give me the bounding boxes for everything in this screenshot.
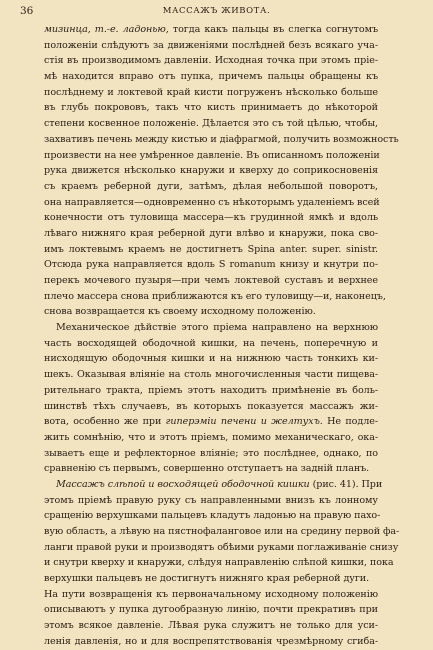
line-text: сравненію съ первымъ, совершенно отступаетъ на задній планъ.	[44, 463, 370, 475]
line-text: плечо массера снова приближаются къ его туловищу—и, наконецъ,	[44, 290, 386, 302]
text-line	[44, 477, 383, 493]
line-text: тогда какъ пальцы въ слегка согнутомъ	[172, 24, 378, 35]
text-line	[44, 38, 378, 54]
line-text: захвативъ печень между кистью и діафрагмой, получить возможность	[44, 133, 399, 145]
line-text: имъ локтевымъ краемъ не достигнетъ Spina anter. super. sinistr.	[44, 243, 378, 255]
italic-text: ладонью,	[122, 24, 169, 35]
line-text: лѣваго нижняго края реберной дуги влѣво и кнаружи, пока сво-	[44, 227, 378, 239]
line-text: мѣ находится вправо отъ пупка, причемъ пальцы обращены къ	[44, 71, 378, 83]
text-line	[44, 508, 381, 524]
text-line	[44, 634, 378, 650]
line-text: верхушки пальцевъ не достигнутъ нижняго края реберной дуги.	[44, 573, 370, 585]
line-text: часть восходящей ободочной кишки, на печень, поперечную и	[44, 337, 378, 349]
line-text: жить сомнѣнію, что и этотъ пріемъ, помимо механическаго, ока-	[44, 431, 378, 443]
text-line	[44, 148, 378, 164]
line-text: Отсюда рука направляется вдоль S romanum книзу и кнутри по-	[44, 259, 378, 271]
text-line	[44, 273, 378, 289]
line-text: рительнаго тракта, пріемъ этотъ находитъ примѣненіе въ боль-	[44, 384, 378, 396]
text-line	[44, 85, 378, 101]
line-text: конечности отъ туловища массера—къ грудинной ямкѣ и вдоль	[44, 212, 378, 224]
text-line	[44, 336, 378, 352]
text-line	[44, 242, 378, 258]
line-text: этомъ всякое давленіе. Лѣвая рука служитъ не только для уси-	[44, 620, 378, 632]
line-text: Не подле-	[327, 416, 378, 428]
italic-text: мизинца, т.-е.	[44, 24, 119, 35]
text-line	[44, 320, 378, 336]
line-text: (рис. 41). При	[312, 478, 383, 490]
text-line	[44, 132, 399, 148]
page-number: 36	[20, 5, 34, 17]
line-text: вую область, а лѣвую на пястнофаланговое или на средину первой фа-	[44, 526, 400, 537]
text-line	[44, 226, 378, 242]
text-line	[44, 524, 400, 540]
text-line	[44, 195, 378, 211]
italic-text: Массажъ слѣпой и восходящей ободочной кишки	[56, 478, 310, 490]
text-line	[44, 53, 378, 69]
line-text: шинствѣ тѣхъ случаевъ, въ которыхъ показуется массажъ жи-	[44, 400, 378, 412]
text-line	[44, 304, 378, 320]
line-text: снова возвращается къ своему исходному положенію.	[44, 306, 316, 318]
line-text: ланги правой руки и производятъ обѣими руками поглаживаніе снизу	[44, 541, 399, 553]
text-line	[44, 414, 378, 430]
line-text: шекъ. Оказывая вліяніе на столь многочисленныя части пищева-	[44, 369, 378, 381]
text-line	[44, 446, 378, 462]
text-line	[44, 69, 378, 85]
body-text	[44, 22, 400, 650]
text-line	[44, 163, 378, 179]
text-line	[44, 257, 378, 273]
running-title: МАССАЖЪ ЖИВОТА.	[162, 6, 271, 16]
line-text: нисходящую ободочныя кишки и на нижнюю часть тонкихъ ки-	[44, 353, 378, 365]
line-text: вота, особенно же при	[44, 416, 162, 428]
text-line	[44, 571, 378, 587]
text-line	[44, 555, 394, 571]
text-line	[44, 210, 378, 226]
page-header	[20, 5, 413, 19]
line-text: зываетъ еще и рефлекторное вліяніе; это послѣднее, однако, по	[44, 447, 378, 459]
line-text: послѣднему и локтевой край кисти погруженъ нѣсколько больше	[44, 86, 378, 98]
text-line	[44, 587, 378, 603]
text-line	[44, 383, 378, 399]
text-line	[44, 22, 378, 38]
italic-text: гиперэміи печени и желтухъ.	[165, 416, 323, 428]
line-text: стія въ производимомъ давленіи. Исходная точка при этомъ пріе-	[44, 55, 378, 67]
text-line	[44, 493, 378, 509]
line-text: положеніи слѣдуютъ за движеніями послѣдней безъ всякаго уча-	[44, 39, 378, 51]
text-line	[44, 289, 386, 305]
text-line	[44, 461, 378, 477]
line-text: рука движется нѣсколько кнаружи и кверху до соприкосновенія	[44, 165, 378, 177]
text-line	[44, 116, 378, 132]
line-text: описываютъ у пупка дугообразную линію, почти прекративъ при	[44, 604, 378, 616]
line-text: перекъ мочевого пузыря—при чемъ локтевой суставъ и верхнее	[44, 275, 378, 286]
line-text: ленія давленія, но и для воспрепятствованія чрезмѣрному сгиба-	[44, 635, 378, 647]
line-text: На пути возвращенія къ первоначальному исходному положенію	[44, 588, 378, 600]
line-text: она направляется—одновременно съ нѣкоторымъ удаленіемъ всей	[44, 196, 380, 208]
line-text: произвести на нее умѣренное давленіе. Въ описанномъ положеніи	[44, 149, 380, 161]
line-text: этомъ пріемѣ правую руку съ направленными внизъ къ лонному	[44, 494, 378, 506]
text-line	[44, 399, 378, 415]
text-line	[44, 430, 378, 446]
text-line	[44, 367, 378, 383]
line-text: въ глубь покрововъ, такъ что кисть принимаетъ до нѣкоторой	[44, 102, 378, 114]
text-line	[44, 179, 378, 195]
text-line	[44, 540, 399, 556]
line-text: съ краемъ реберной дуги, затѣмъ, дѣлая небольшой поворотъ,	[44, 180, 378, 192]
text-line	[44, 602, 378, 618]
line-text: Механическое дѣйствіе этого пріема направлено на верхнюю	[56, 322, 378, 334]
text-line	[44, 618, 378, 634]
text-line	[44, 351, 378, 367]
line-text: сращенію верхушками пальцевъ кладутъ ладонью на правую пахо-	[44, 510, 381, 522]
text-line	[44, 100, 378, 116]
line-text: и снутри кверху и кнаружи, слѣдуя направленію слѣпой кишки, пока	[44, 557, 394, 569]
line-text: степени косвенное положеніе. Дѣлается это съ той цѣлью, чтобы,	[44, 118, 378, 130]
